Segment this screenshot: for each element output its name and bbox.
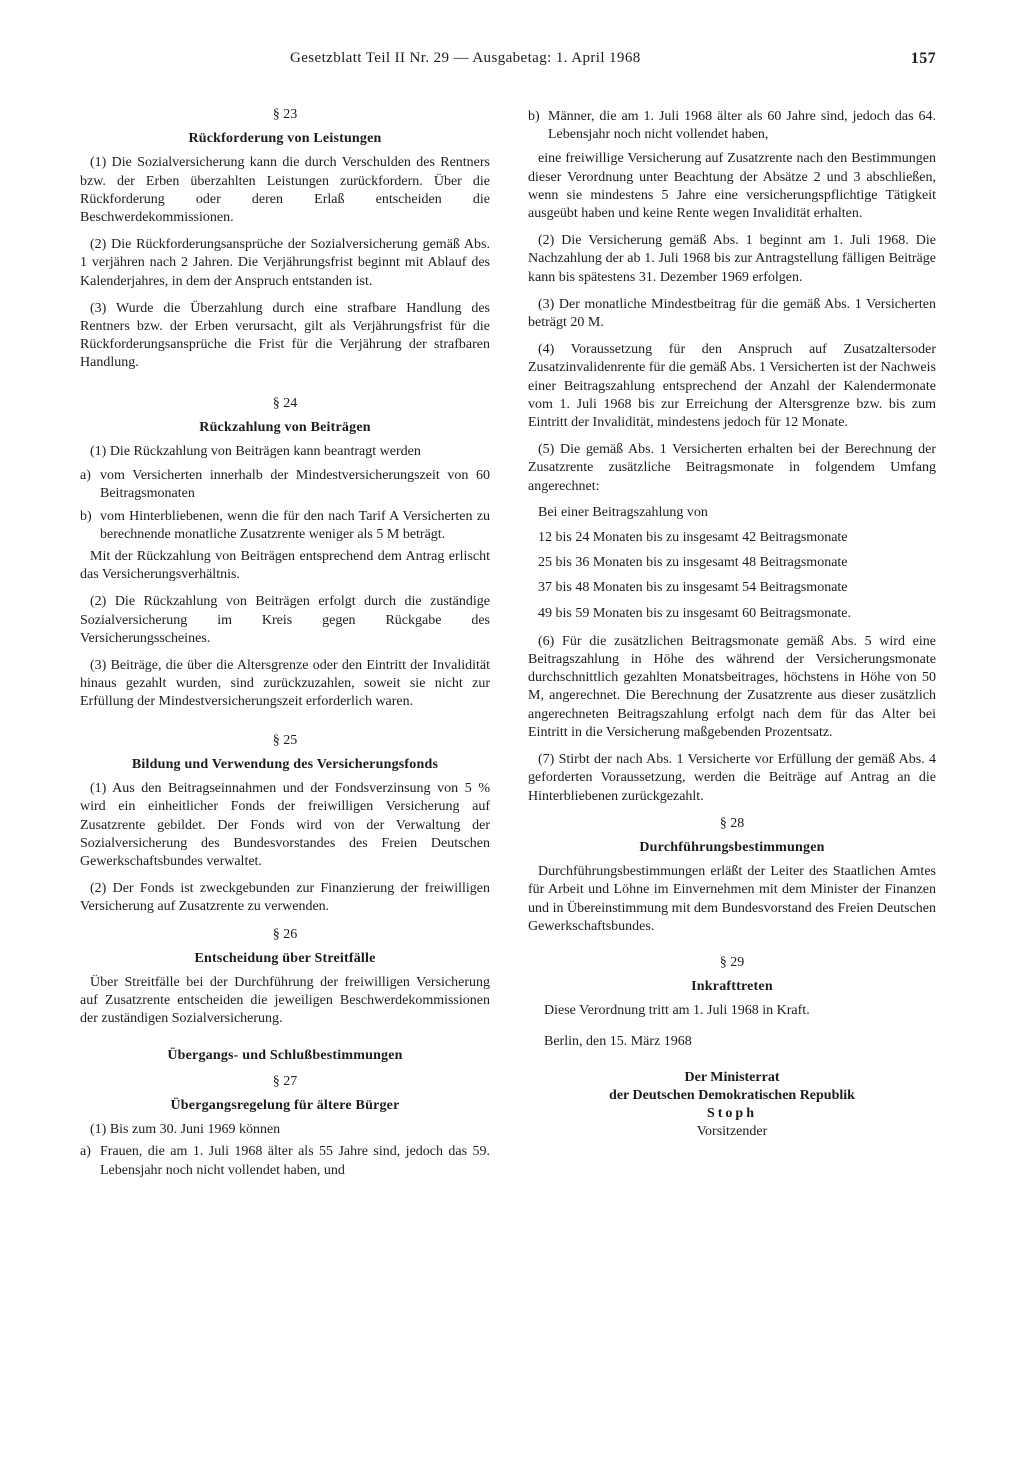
section-28-para-1: Durchführungsbestimmungen erläßt der Leiter des Staatlichen Amtes für Arbeit und Löhne im Einvernehmen mit dem Minister der Finanzen und in Übereinstimmung mit dem Bundesvorstand des Freien Deutschen Gewerkschaftsbundes. xyxy=(528,864,936,934)
contribution-line: Bei einer Beitragszahlung von xyxy=(538,504,708,520)
signature-name xyxy=(528,1105,936,1123)
section-27-para-2: (2) Die Versicherung gemäß Abs. 1 beginnt am 1. Juli 1968. Die Nachzahlung der ab 1. Juli 1968 bis zur Antragstellung fälligen Beiträge kann bis spätestens 31. Dezember 1969 erfolgen. xyxy=(528,233,936,285)
section-24-para-2: (2) Die Rückzahlung von Beiträgen erfolgt durch die zuständige Sozialversicherung im Kreis gegen Rückgabe des Versicherungsscheines. xyxy=(80,594,490,646)
signature-institution: Der Ministerrat xyxy=(684,1069,780,1085)
item-a-marker: a) xyxy=(80,1144,91,1160)
item-b-text: vom Hinterbliebenen, wenn die für den nach Tarif A Versicherten zu berechnende monatliche Zusatzrente weniger als 5 M beträgt. xyxy=(100,508,490,542)
place-date: Berlin, den 15. März 1968 xyxy=(544,1033,692,1049)
section-23-para-1: (1) Die Sozialversicherung kann die durch Verschulden des Rentners bzw. der Erben überzahlten Leistungen zurückfordern. Über die Rückforderung oder deren Erlaß entscheiden die Beschwerdekommissionen. xyxy=(80,155,490,226)
section-23-title: Rückforderung von Leistungen xyxy=(188,131,382,147)
section-24-title: Rückzahlung von Beiträgen xyxy=(199,419,371,435)
contribution-line: 25 bis 36 Monaten bis zu insgesamt 48 Beitragsmonate xyxy=(538,555,848,571)
signature-institution-2: der Deutschen Demokratischen Republik xyxy=(609,1087,855,1103)
section-24-number: § 24 xyxy=(272,395,298,411)
item-b-text: Männer, die am 1. Juli 1968 älter als 60 Jahre sind, jedoch das 64. Lebensjahr noch nicht vollendet haben, xyxy=(548,109,936,143)
section-25-para-2: (2) Der Fonds ist zweckgebunden zur Finanzierung der freiwilligen Versicherung auf Zusatzrente zu verwenden. xyxy=(80,881,490,915)
section-24-para-3: (3) Beiträge, die über die Altersgrenze oder den Eintritt der Invalidität hinaus gezahlt wurden, sind zurückzuzahlen, soweit sie nicht zur Erfüllung der Mindestversicherungszeit erforderlich waren. xyxy=(80,658,490,710)
contribution-line: 12 bis 24 Monaten bis zu insgesamt 42 Beitragsmonate xyxy=(538,530,848,546)
section-23-number: § 23 xyxy=(272,107,298,122)
page-header xyxy=(80,50,936,74)
section-27-para-5: (5) Die gemäß Abs. 1 Versicherten erhalten bei der Berechnung der Zusatzrente zusätzliche Beitragsmonate in folgendem Umfang angerechnet: xyxy=(528,442,936,494)
section-28-title: Durchführungsbestimmungen xyxy=(639,839,825,855)
section-25-para-1: (1) Aus den Beitragseinnahmen und der Fondsverzinsung von 5 % wird ein einheitlicher Fonds der freiwilligen Versicherung auf Zusatzrente gebildet. Der Fonds wird von der Verwaltung der Sozialversicherung des Bundesvorstandes des Freien Deutschen Gewerkschaftsbundes verwaltet. xyxy=(80,781,490,869)
section-29-para-1: Diese Verordnung tritt am 1. Juli 1968 in Kraft. xyxy=(544,1003,810,1019)
section-26-title: Entscheidung über Streitfälle xyxy=(194,950,376,966)
section-24-item-a xyxy=(80,467,490,503)
section-23-para-2: (2) Die Rückforderungsansprüche der Sozialversicherung gemäß Abs. 1 verjähren nach 2 Jahren. Die Verjährungsfrist beginnt mit Ablauf des Kalenderjahres, in dem der Anspruch entstanden ist. xyxy=(80,237,490,289)
part-title: Übergangs- und Schlußbestimmungen xyxy=(167,1047,403,1063)
signature-role: Vorsitzender xyxy=(696,1124,768,1140)
section-27-para-4: (4) Voraussetzung für den Anspruch auf Zusatzaltersoder Zusatzinvalidenrente für die gemäß Abs. 1 Versicherten ist der Nachweis einer Beitragszahlung entsprechend der Anzahl der Kalendermonate vom 1. Juli 1968 bis zur Erreichung der Altersgrenze bzw. bis zum Eintritt der Invalidität, mindestens jedoch für 12 Monate. xyxy=(528,342,936,431)
contribution-line: 37 bis 48 Monaten bis zu insgesamt 54 Beitragsmonate xyxy=(538,580,848,596)
section-27-para-1: (1) Bis zum 30. Juni 1969 können xyxy=(90,1122,281,1138)
section-24-para-1: (1) Die Rückzahlung von Beiträgen kann beantragt werden xyxy=(90,444,421,460)
section-27-continuation: eine freiwillige Versicherung auf Zusatzrente nach den Bestimmungen dieser Verordnung unter Beachtung der Absätze 2 und 3 abschließen, wenn sie mindestens 5 Jahre eine versicherungspflichtige Tätigkeit ausgeübt haben und keine Rente wegen Invalidität erhalten. xyxy=(528,151,936,222)
section-27-title: Übergangsregelung für ältere Bürger xyxy=(170,1097,400,1113)
item-a-text: vom Versicherten innerhalb der Mindestversicherungszeit von 60 Beitragsmonaten xyxy=(100,468,490,502)
section-27-para-6: (6) Für die zusätzlichen Beitragsmonate gemäß Abs. 5 wird eine Beitragszahlung in Höhe des während der Versicherungsmonate durchschnittlich gezahlten Monatsbeitrages, höchstens in Höhe von 50 M, angerechnet. Die Berechnung der Zusatzrente aus dieser zusätzlich angerechneten Beitragszahlung erfolgt nach dem für das Alter bei Eintritt in die Versicherung maßgebenden Prozentsatz. xyxy=(528,633,936,740)
section-27-item-a xyxy=(80,1143,490,1179)
section-24-para-1-end: Mit der Rückzahlung von Beiträgen entsprechend dem Antrag erlischt das Versicherungsverhältnis. xyxy=(80,549,490,583)
section-24-item-b xyxy=(80,508,490,544)
contribution-line: 49 bis 59 Monaten bis zu insgesamt 60 Beitragsmonate. xyxy=(538,605,852,621)
section-27-para-3: (3) Der monatliche Mindestbeitrag für die gemäß Abs. 1 Versicherten beträgt 20 M. xyxy=(528,296,936,331)
left-column xyxy=(80,106,490,1184)
right-column xyxy=(528,108,936,1142)
section-25-number: § 25 xyxy=(272,732,298,748)
section-25-title: Bildung und Verwendung des Versicherungsfonds xyxy=(131,756,439,772)
section-26-number: § 26 xyxy=(272,926,298,942)
item-a-text: Frauen, die am 1. Juli 1968 älter als 55 Jahre sind, jedoch das 59. Lebensjahr noch nicht vollendet haben, und xyxy=(100,1144,490,1178)
section-28-number: § 28 xyxy=(719,815,745,831)
page-number: 157 xyxy=(910,50,936,67)
item-b-marker: b) xyxy=(528,109,540,124)
section-26-para-1: Über Streitfälle bei der Durchführung der freiwilligen Versicherung auf Zusatzrente entscheiden die jeweiligen Beschwerdekommissionen der zuständigen Sozialversicherung. xyxy=(80,974,490,1027)
header-title: Gesetzblatt Teil II Nr. 29 — Ausgabetag: 1. April 1968 xyxy=(290,50,641,66)
item-a-marker: a) xyxy=(80,468,91,484)
section-29-title: Inkrafttreten xyxy=(691,979,773,995)
section-23-para-3: (3) Wurde die Überzahlung durch eine strafbare Handlung des Rentners bzw. der Erben verursacht, gilt als Verjährungsfrist für die Rückforderungsansprüche die Frist für die Verjährung der strafbaren Handlung. xyxy=(80,300,490,371)
signer-name: Stoph xyxy=(706,1106,758,1122)
section-27-para-7: (7) Stirbt der nach Abs. 1 Versicherte vor Erfüllung der gemäß Abs. 4 geforderten Voraussetzung, werden die Beiträge auf Antrag an die Hinterbliebenen zurückgezahlt. xyxy=(528,752,936,804)
item-b-marker: b) xyxy=(80,508,92,524)
section-27-item-b xyxy=(528,108,936,144)
section-27-number: § 27 xyxy=(272,1073,298,1089)
section-29-number: § 29 xyxy=(719,954,745,970)
